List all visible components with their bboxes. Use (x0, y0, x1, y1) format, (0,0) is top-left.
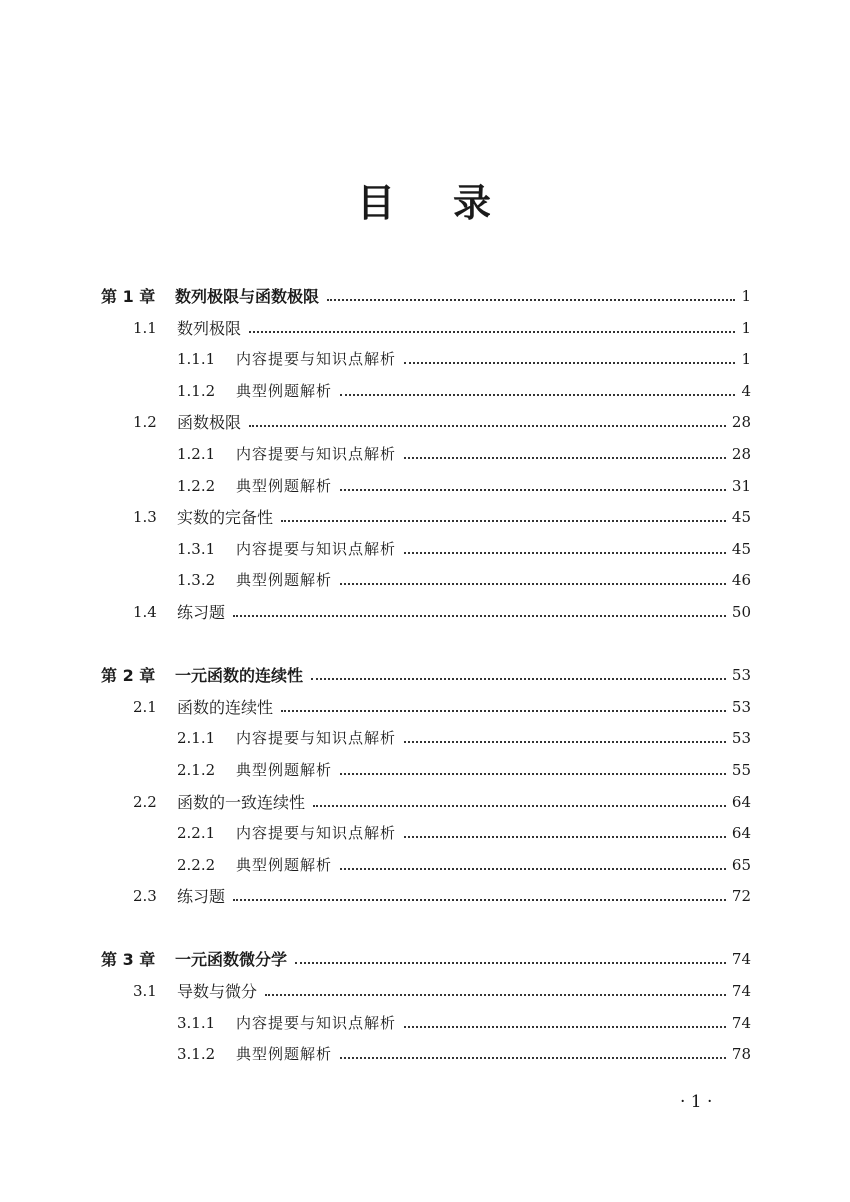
toc-entry-title: 函数的连续性 (177, 697, 274, 717)
toc-entry-number: 1.2 (133, 413, 157, 432)
toc-entry-page: 1 (741, 287, 751, 305)
toc-entry-title: 练习题 (177, 887, 226, 907)
toc-entry-number: 1.1 (133, 318, 157, 337)
dot-leader (233, 615, 726, 617)
toc-entry-number: 1.3.2 (177, 571, 216, 590)
toc-entry-number: 1.2.1 (177, 444, 216, 463)
dot-leader (340, 773, 726, 775)
toc-entry-page: 53 (731, 729, 751, 748)
toc-entry-section[interactable] (0, 881, 850, 913)
toc-entry-page: 74 (731, 950, 751, 969)
dot-leader (340, 583, 726, 585)
toc-entry-sub[interactable] (0, 565, 850, 597)
toc-entry-section[interactable] (0, 313, 850, 345)
toc-entry-number: 第 2 章 (101, 666, 156, 686)
toc-entry-number: 1.3.1 (177, 539, 216, 558)
toc-entry-number: 第 1 章 (101, 287, 156, 306)
toc-entry-title: 典型例题解析 (236, 571, 333, 590)
dot-leader (281, 520, 726, 522)
toc-entry-section[interactable] (0, 407, 850, 439)
toc-entry-title: 数列极限与函数极限 (175, 287, 320, 306)
toc-entry-page: 28 (731, 413, 751, 432)
dot-leader (404, 362, 735, 364)
page-number: · 1 · (680, 1092, 713, 1112)
toc-entry-number: 1.4 (133, 602, 157, 621)
toc-entry-number: 2.1.2 (177, 760, 216, 779)
toc-entry-sub[interactable] (0, 755, 850, 787)
toc-entry-page: 74 (731, 982, 751, 1001)
dot-leader (265, 994, 726, 996)
toc-entry-number: 1.2.2 (177, 476, 216, 495)
toc-entry-title: 典型例题解析 (236, 760, 333, 779)
toc-entry-number: 1.1.2 (177, 381, 216, 400)
toc-entry-sub[interactable] (0, 471, 850, 503)
table-of-contents (0, 281, 850, 1071)
page-title-part1: 目 (356, 181, 397, 225)
toc-entry-page: 78 (731, 1045, 751, 1064)
toc-entry-chapter[interactable] (0, 660, 850, 692)
dot-leader (249, 425, 726, 427)
toc-entry-title: 典型例题解析 (236, 476, 333, 495)
toc-entry-section[interactable] (0, 502, 850, 534)
toc-entry-number: 2.2.2 (177, 855, 216, 874)
toc-entry-section[interactable] (0, 976, 850, 1008)
toc-entry-number: 2.2.1 (177, 824, 216, 843)
dot-leader (404, 741, 726, 743)
toc-entry-number: 2.1.1 (177, 729, 216, 748)
dot-leader (340, 489, 726, 491)
toc-entry-page: 28 (731, 444, 751, 463)
toc-entry-title: 函数极限 (177, 413, 242, 433)
toc-entry-number: 2.1 (133, 697, 157, 716)
toc-entry-page: 64 (731, 824, 751, 843)
toc-entry-number: 2.3 (133, 887, 157, 906)
toc-entry-page: 74 (731, 1013, 751, 1032)
toc-entry-title: 一元函数的连续性 (175, 666, 304, 686)
toc-entry-section[interactable] (0, 787, 850, 819)
toc-entry-page: 46 (731, 571, 751, 590)
toc-entry-title: 内容提要与知识点解析 (236, 1013, 397, 1032)
toc-entry-title: 内容提要与知识点解析 (236, 729, 397, 748)
toc-entry-page: 4 (741, 381, 751, 400)
toc-entry-number: 3.1 (133, 982, 157, 1001)
dot-leader (404, 836, 726, 838)
toc-entry-sub[interactable] (0, 1039, 850, 1071)
toc-entry-sub[interactable] (0, 534, 850, 566)
toc-chapter-gap (0, 913, 850, 945)
dot-leader (340, 1057, 726, 1059)
toc-entry-page: 1 (741, 350, 751, 369)
toc-entry-page: 45 (731, 508, 751, 527)
page-title (0, 172, 850, 227)
toc-entry-title: 典型例题解析 (236, 381, 333, 400)
page-title-part2: 录 (453, 181, 494, 225)
toc-entry-title: 导数与微分 (177, 982, 258, 1002)
toc-entry-sub[interactable] (0, 439, 850, 471)
toc-entry-chapter[interactable] (0, 281, 850, 313)
toc-entry-number: 3.1.2 (177, 1045, 216, 1064)
toc-entry-sub[interactable] (0, 723, 850, 755)
toc-entry-title: 内容提要与知识点解析 (236, 444, 397, 463)
toc-entry-number: 2.2 (133, 792, 157, 811)
toc-entry-title: 内容提要与知识点解析 (236, 350, 397, 369)
dot-leader (340, 394, 735, 396)
toc-entry-page: 31 (731, 476, 751, 495)
dot-leader (311, 678, 726, 680)
toc-entry-page: 65 (731, 855, 751, 874)
toc-entry-section[interactable] (0, 692, 850, 724)
toc-entry-page: 72 (731, 887, 751, 906)
toc-entry-page: 53 (731, 666, 751, 685)
toc-chapter-gap (0, 629, 850, 661)
toc-entry-number: 第 3 章 (101, 950, 156, 970)
toc-entry-sub[interactable] (0, 850, 850, 882)
toc-entry-page: 53 (731, 697, 751, 716)
dot-leader (281, 710, 726, 712)
toc-entry-section[interactable] (0, 597, 850, 629)
toc-entry-number: 3.1.1 (177, 1013, 216, 1032)
dot-leader (295, 962, 726, 964)
toc-entry-title: 实数的完备性 (177, 508, 274, 528)
toc-entry-title: 典型例题解析 (236, 1045, 333, 1064)
dot-leader (404, 552, 726, 554)
toc-entry-title: 典型例题解析 (236, 855, 333, 874)
toc-entry-page: 45 (731, 539, 751, 558)
dot-leader (313, 805, 726, 807)
dot-leader (404, 1026, 726, 1028)
toc-entry-sub[interactable] (0, 344, 850, 376)
dot-leader (327, 299, 735, 301)
toc-entry-sub[interactable] (0, 1008, 850, 1040)
toc-entry-page: 64 (731, 792, 751, 811)
toc-entry-title: 函数的一致连续性 (177, 792, 306, 812)
dot-leader (249, 331, 735, 333)
toc-entry-page: 50 (731, 602, 751, 621)
toc-entry-number: 1.1.1 (177, 350, 216, 369)
toc-entry-title: 练习题 (177, 602, 226, 622)
dot-leader (233, 899, 726, 901)
toc-entry-sub[interactable] (0, 818, 850, 850)
toc-entry-sub[interactable] (0, 376, 850, 408)
dot-leader (404, 457, 726, 459)
toc-entry-page: 1 (741, 318, 751, 337)
toc-entry-title: 内容提要与知识点解析 (236, 824, 397, 843)
toc-entry-page: 55 (731, 760, 751, 779)
dot-leader (340, 868, 726, 870)
toc-entry-number: 1.3 (133, 508, 157, 527)
toc-entry-title: 内容提要与知识点解析 (236, 539, 397, 558)
toc-entry-title: 一元函数微分学 (175, 950, 288, 970)
toc-entry-chapter[interactable] (0, 944, 850, 976)
toc-entry-title: 数列极限 (177, 318, 242, 338)
